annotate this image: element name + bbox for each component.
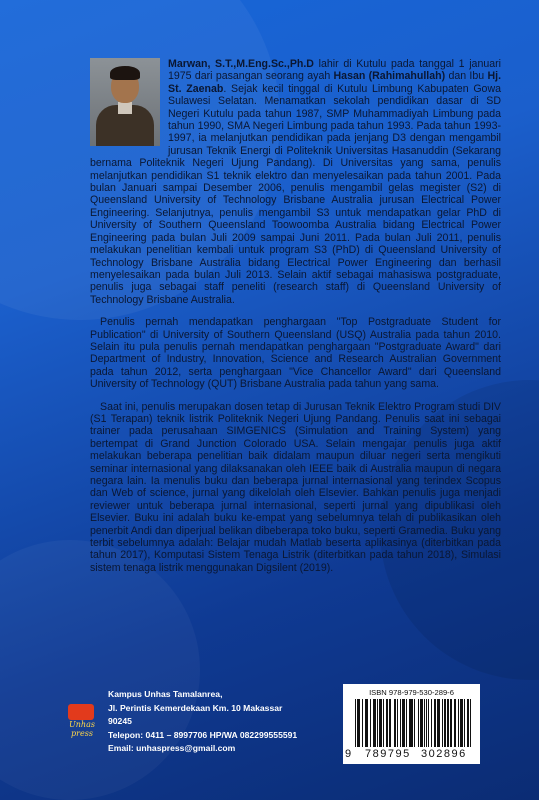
barcode-bar [418,699,419,747]
barcode-bar [374,699,375,747]
barcode-bar [362,699,363,747]
barcode-bar [458,699,459,747]
barcode-bar [467,699,468,747]
bio-text: dan Ibu [445,70,488,83]
barcode-bar [435,699,436,747]
barcode-bar [386,699,387,747]
bio-paragraph-2: Penulis pernah mendapatkan penghargaan "Top Postgraduate Student for Publication" di University of Southern Queensland (USQ) Australia pada tahun 2010. Selain itu pula penulis pernah mendapatkan penghargaan "Postgraduate Award" dari Department of Industry, Innovation, Science and Research Australian Government pada tahun 2012, serta penghargaan "Vice Chancellor Award" dari Queensland University of Technology (QUT) Brisbane Australia pada tahun yang sama. [90,316,501,391]
unhas-press-logo [66,702,96,738]
mother-name: Hj. St. Zaenab [168,70,502,95]
barcode-bar [428,699,429,747]
barcode-bar [370,699,371,747]
barcode-bar [380,699,381,747]
logo-book-icon [68,704,94,720]
barcode-bar [442,699,443,747]
barcode-digits-left: 789795 [365,748,411,760]
barcode-bar [355,699,356,747]
barcode-bar [412,699,413,747]
publisher-line: Email: unhaspress@gmail.com [108,743,236,754]
barcode-bar [470,699,471,747]
barcode-bar [414,699,415,747]
author-biography [90,58,501,584]
barcode-bar [424,699,425,747]
barcode-bar [444,699,445,747]
author-photo-hair [110,66,140,80]
father-name: Hasan (Rahimahullah) [333,70,446,83]
bio-paragraph-3: Saat ini, penulis merupakan dosen tetap di Jurusan Teknik Elektro Program studi DIV (S1 Terapan) teknik listrik Politeknik Negeri Ujung Pandang. Penulis saat ini sebagai trainer pada perusahaan SIMGENICS (Simulation and Training System) yang bertempat di Grand Junction Colorado USA. Selain mengajar penulis juga aktif melakukan beberapa penelitian baik didalam maupun diluar negeri serta mengikuti seminar internasional yang dilaksanakan oleh IEEE baik di Australia maupun di negara negara lain. Ia menulis buku dan beberapa jurnal internasional yang terindex Scopus dan Web of science, jurnal yang dikelolah oleh Elsevier. Bahkan penulis juga menjadi reviewer untuk beberapa jurnal internasional, seperti jurnal yang dipublikasi oleh Elsevier. Buku ini adalah buku ke-empat yang sebelumnya telah di publikasikan oleh penerbit Andi dan diperjual belikan dibeberapa toko buku, seperti Gramedia. Buku yang terbit sebelumnya adalah: Belajar mudah Matlab beserta aplikasinya (diterbitkan pada tahun 2017), Komputasi Sistem Tenaga Listrik (diterbitkan pada tahun 2018), Simulasi sistem tenaga listrik menggunakan Digsilent (2019). [90,400,501,574]
barcode-bar [431,699,432,747]
barcode-digit-first: 9 [345,748,352,760]
logo-text: Unhas press [69,720,95,738]
barcode-digits-right: 302896 [421,748,467,760]
barcode-bar [403,699,404,747]
author-photo-collar [118,102,132,114]
isbn-number: ISBN 978-979-530-289-6 [369,688,454,697]
barcode-bar [377,699,378,747]
barcode-bar [450,699,451,747]
barcode-bar [406,699,407,747]
barcode-bar [421,699,422,747]
barcode-bar [464,699,465,747]
barcode-bars [355,699,471,747]
bio-text: lahir di Kutulu pada tanggal 1 januari 1975 dari pasangan seorang ayah [168,58,502,83]
barcode-bar [383,699,384,747]
publisher-address [108,688,308,756]
barcode-bar [390,699,391,747]
publisher-line: Kampus Unhas Tamalanrea, [108,689,223,699]
barcode-bar [438,699,439,747]
barcode-bar [395,699,396,747]
author-name: Marwan, S.T.,M.Eng.Sc.,Ph.D [168,58,314,70]
isbn-barcode [343,684,480,764]
barcode-bar [448,699,449,747]
barcode-bar [397,699,398,747]
publisher-line: Telepon: 0411 – 8997706 HP/WA 082299555591 [108,729,298,740]
publisher-line: Jl. Perintis Kemerdekaan Km. 10 Makassar 90245 [108,702,283,727]
bio-text: . Sejak kecil tinggal di Kutulu Limbung Kabupaten Gowa Sulawesi Selatan. Menamatkan sekolah pendidikan dasar di SD Negeri Kutulu pada tahun 1987, SMP Muhammadiyah Limbung pada tahun 1990, SMA Negeri Limbung pada tahun 1993. Pada tahun 1993-1997, ia melanjutkan pendidikan pada jenjang D3 dengan mengambil jurusan Teknik Energi di Politeknik Universitas Hasanuddin (Sekarang bernama Politeknik Negeri Ujung Pandang). Di Universitas yang sama, penulis melanjutkan pendidikan S1 teknik elektro dan menyelesaikan pada tahun 2001. Pada bulan Januari sampai Desember 2006, penulis mengambil gelas megister (S2) di Queensland University of Technology Brisbane Australia jurusan Electrical Power Engineering. Selanjutnya, penulis mengambil S3 untuk mendapatkan gelar PhD di University of Southern Queensland Toowoomba Australia bidang Electrical Power Engineering pada bulan Juli 2009 sampai Juni 2011. Pada bulan Juli 2011, penulis melakukan penelitian kembali untuk program S3 (PhD) di Queensland University of Technology Brisbane Australia bidang Electrical Power Engineering dan berhasil menyelesaikan pada bulan Juli 2013. Selain aktif sebagai mahasiswa postgraduate, penulis juga sebagai staff peneliti (research staff) di Queensland University of Technology Brisbane Australia. [90,82,501,306]
barcode-bar [359,699,360,747]
barcode-bar [367,699,368,747]
author-photo [90,58,160,146]
barcode-bar [400,699,401,747]
barcode-bar [455,699,456,747]
barcode-bar [461,699,462,747]
